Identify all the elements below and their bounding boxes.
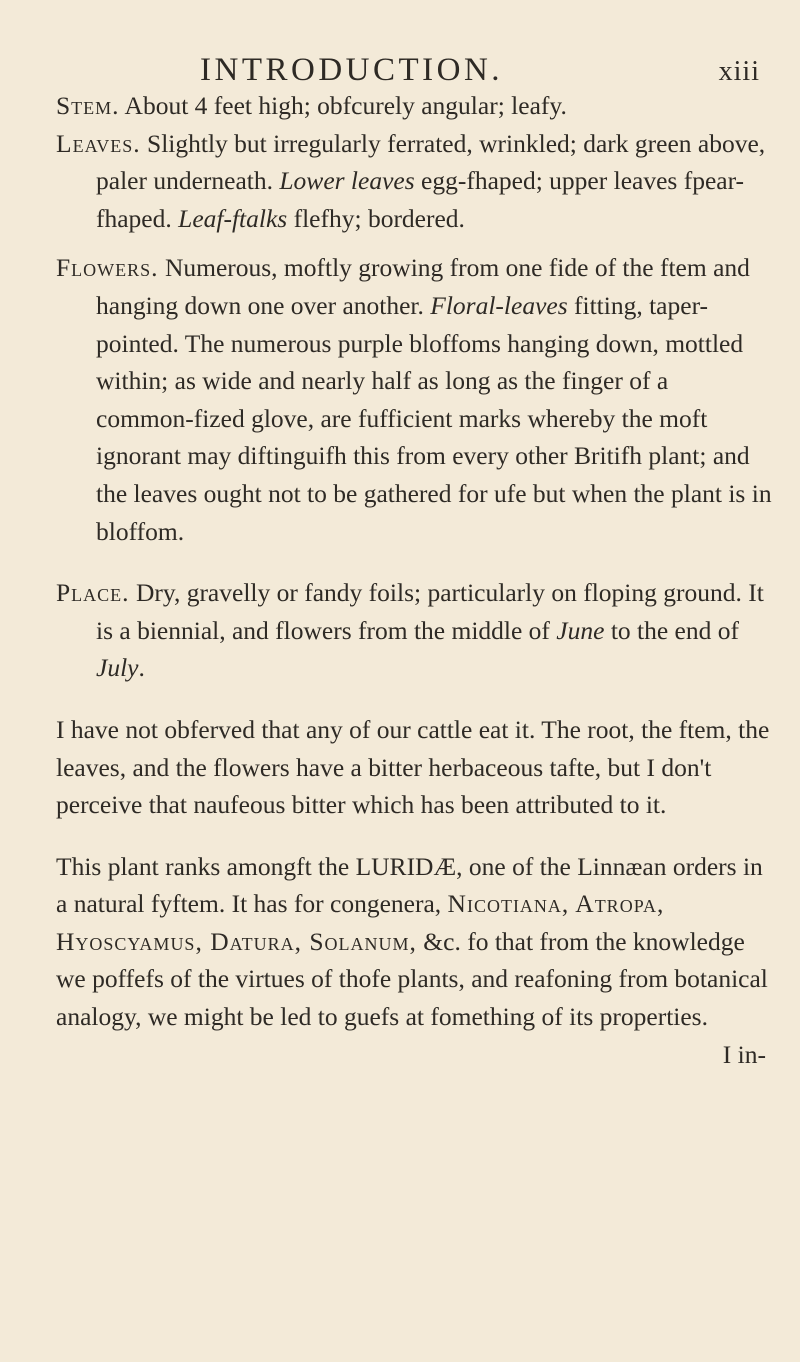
body-text [56,87,772,1073]
rank-text-1: This plant ranks amongft the LURIDÆ, one of the Linnæan orders in a natural fyftem. It has for congenera, [56,851,763,919]
place-italic-1: June [556,615,605,645]
running-head [200,52,760,92]
paragraph-cattle: I have not obferved that any of our cattle eat it. The root, the ftem, the leaves, and the flowers have a bitter herbaceous tafte, but I don't perceive that naufeous bitter which has been attributed to it. [56,714,770,820]
rank-genera: Nicotiana, Atropa, Hyoscyamus, Datura, Solanum, [56,889,665,956]
catchword: I in- [722,1039,766,1069]
place-italic-2: July [96,653,139,683]
leaves-italic-2: Leaf-ftalks [178,203,288,233]
place-label: Place. [56,578,130,608]
place-text-2: to the end of [604,615,739,645]
entry-flowers [56,249,772,550]
flowers-text-2: fitting, taper-pointed. The numerous purple bloffoms hanging down, mottled within; as wide and nearly half as long as the finger of a common-fized glove, are fufficient marks whereby the moft ignorant may diftinguifh this from every other Britifh plant; and the leaves ought not to be gathered for ufe but when the plant is in bloffom. [96,290,772,546]
running-head-title: INTRODUCTION. [200,52,504,88]
entry-leaves [56,125,772,238]
flowers-label: Flowers. [56,253,159,283]
leaves-label: Leaves. [56,128,141,158]
flowers-italic: Floral-leaves [430,290,568,320]
entry-stem [56,87,772,125]
rank-text-2: &c. fo that from the knowledge we poffefs of the virtues of thofe plants, and reafoning from botanical analogy, we might be led to guefs at fomething of its properties. [56,926,768,1032]
place-text-1: Dry, gravelly or fandy foils; particularly on floping ground. It is a biennial, and flowers from the middle of [96,578,764,645]
leaves-text-3: flefhy; bordered. [287,203,465,233]
page-number: xiii [718,56,760,87]
leaves-text-1: Slightly but irregularly ferrated, wrinkled; dark green above, paler underneath. [96,128,766,196]
stem-text: About 4 feet high; obfcurely angular; leafy. [119,91,567,120]
stem-label: Stem. [56,91,120,120]
place-text-3: . [138,653,145,683]
paragraph-rank [56,848,772,1036]
entry-place [56,574,772,687]
flowers-text-1: Numerous, moftly growing from one fide of the ftem and hanging down one over another. [96,253,750,320]
leaves-text-2: egg-fhaped; upper leaves fpear-fhaped. [96,166,745,233]
leaves-italic-1: Lower leaves [279,166,415,196]
